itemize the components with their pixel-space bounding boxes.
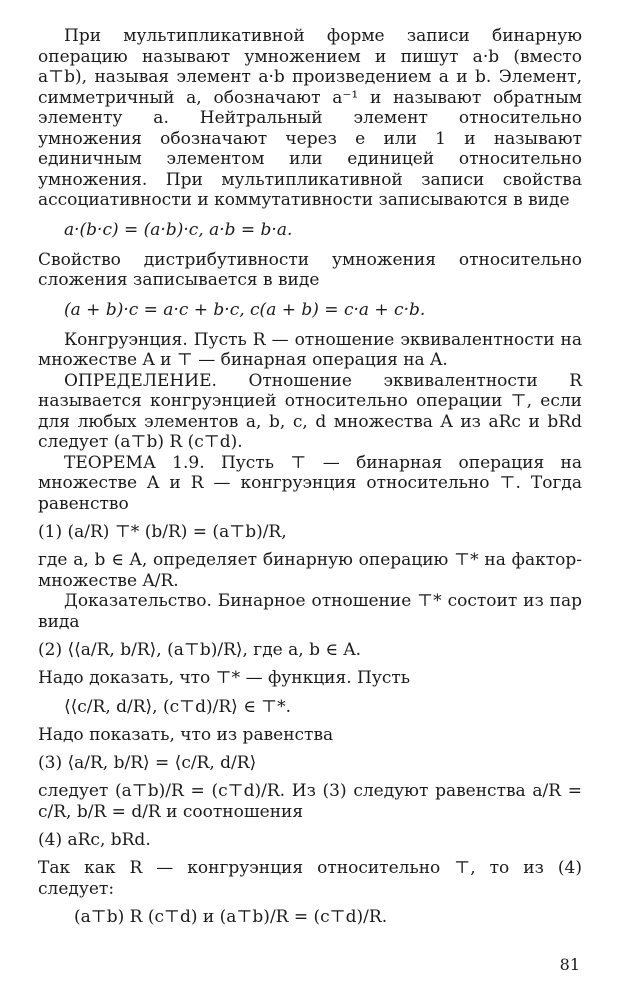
paragraph-congruence-intro: Конгруэнция. Пусть R — отношение эквивалентности на множестве A и ⊤ — бинарная операция на A. <box>38 329 582 370</box>
paragraph-proof: Доказательство. Бинарное отношение ⊤* состоит из пар вида <box>38 591 582 632</box>
formula-assoc-comm: a·(b·c) = (a·b)·c, a·b = b·a. <box>64 219 293 240</box>
equation-2: (2) ⟨⟨a/R, b/R⟩, (a⊤b)/R⟩, где a, b ∈ A. <box>38 640 362 660</box>
paragraph-multiplicative: При мультипликативной форме записи бинарную операцию называют умножением и пишут a·b (вместо a⊤b), называя элемент a·b произведением a и b. Элемент, симметричный a, обозначают a⁻¹ и называют обратным элементу a. Нейтральный элемент относительно умножения обозначают через e или 1 и называют единичным элементом или единицей относительно умножения. При мультипликативной записи свойства ассоциативности и коммутативности записываются в виде <box>38 26 582 210</box>
equation-1: (1) (a/R) ⊤* (b/R) = (a⊤b)/R, <box>38 522 287 542</box>
paragraph-distributivity: Свойство дистрибутивности умножения относительно сложения записывается в виде <box>38 249 582 290</box>
paragraph-follows: следует (a⊤b)/R = (c⊤d)/R. Из (3) следуют равенства a/R = c/R, b/R = d/R и соотношения <box>38 781 582 822</box>
paragraph-defines-operation: где a, b ∈ A, определяет бинарную операцию ⊤* на фактор-множестве A/R. <box>38 550 582 591</box>
paragraph-need-prove-function: Надо доказать, что ⊤* — функция. Пусть <box>38 668 411 688</box>
equation-3: (3) ⟨a/R, b/R⟩ = ⟨c/R, d/R⟩ <box>38 753 257 773</box>
paragraph-definition: ОПРЕДЕЛЕНИЕ. Отношение эквивалентности R называется конгруэнцией относительно операции ⊤, если для любых элементов a, b, c, d множества A из aRc и bRd следует (a⊤b) R (c⊤d). <box>38 370 582 452</box>
equation-4: (4) aRc, bRd. <box>38 830 151 850</box>
paragraph-theorem: ТЕОРЕМА 1.9. Пусть ⊤ — бинарная операция на множестве A и R — конгруэнция относительно ⊤. Тогда равенство <box>38 452 582 514</box>
page-number: 81 <box>559 955 580 974</box>
paragraph-since-congruence: Так как R — конгруэнция относительно ⊤, то из (4) следует: <box>38 858 582 899</box>
paragraph-need-show: Надо показать, что из равенства <box>38 724 334 745</box>
formula-distributivity: (a + b)·c = a·c + b·c, c(a + b) = c·a + c·b. <box>64 299 426 320</box>
equation-pair-cd: ⟨⟨c/R, d/R⟩, (c⊤d)/R⟩ ∈ ⊤*. <box>64 696 292 717</box>
equation-final: (a⊤b) R (c⊤d) и (a⊤b)/R = (c⊤d)/R. <box>74 907 388 927</box>
